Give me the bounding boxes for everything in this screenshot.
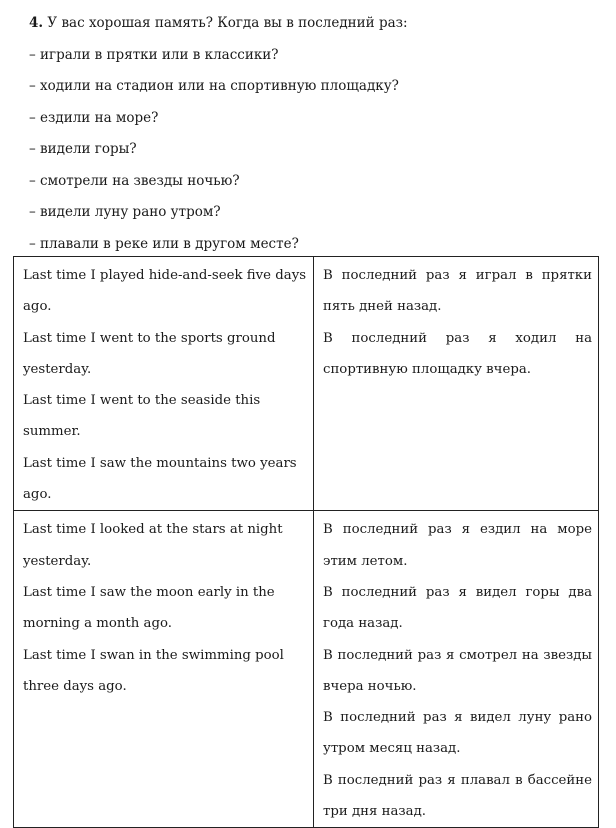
exercise-question: У вас хорошая память? Когда вы в последний раз:	[47, 15, 408, 31]
question-item: – видели горы?	[29, 141, 137, 157]
russian-sentence: В последний раз я смотрел на звезды вчера ночью.	[323, 647, 592, 694]
english-cell	[14, 257, 314, 511]
russian-sentence: В последний раз я видел луну рано утром месяц назад.	[323, 710, 592, 757]
russian-sentence: В последний раз я ходил на спортивную площадку вчера.	[323, 330, 592, 377]
exercise-header	[29, 8, 599, 260]
english-sentence: Last time I went to the sports ground yesterday.	[23, 330, 276, 377]
question-item: – играли в прятки или в классики?	[29, 46, 279, 63]
table-row	[14, 257, 599, 511]
russian-cell	[314, 511, 599, 828]
question-item: – видели луну рано утром?	[29, 204, 221, 220]
english-sentence: Last time I swan in the swimming pool three days ago.	[23, 647, 284, 694]
english-sentence: Last time I went to the seaside this summer.	[23, 393, 261, 440]
question-item: – плавали в реке или в другом месте?	[29, 235, 299, 252]
russian-sentence: В последний раз я видел горы два года назад.	[323, 584, 592, 632]
russian-sentence: В последний раз я играл в прятки пять дней назад.	[323, 268, 592, 315]
exercise-number: 4.	[29, 15, 44, 31]
table-row	[14, 511, 599, 828]
question-item: – ездили на море?	[29, 109, 159, 126]
english-cell	[14, 511, 314, 828]
answers-table	[13, 256, 599, 828]
russian-sentence: В последний раз я ездил на море этим летом.	[323, 522, 592, 569]
question-item: – смотрели на звезды ночью?	[29, 172, 240, 189]
english-sentence: Last time I played hide-and-seek five days ago.	[23, 268, 307, 315]
exercise-question-line	[29, 8, 599, 40]
question-item: – ходили на стадион или на спортивную площадку?	[29, 78, 399, 94]
russian-cell	[314, 257, 599, 511]
english-sentence: Last time I saw the moon early in the morning a month ago.	[23, 584, 275, 632]
english-sentence: Last time I saw the mountains two years ago.	[23, 455, 297, 503]
english-sentence: Last time I looked at the stars at night yesterday.	[23, 522, 283, 569]
russian-sentence: В последний раз я плавал в бассейне три дня назад.	[323, 772, 592, 820]
